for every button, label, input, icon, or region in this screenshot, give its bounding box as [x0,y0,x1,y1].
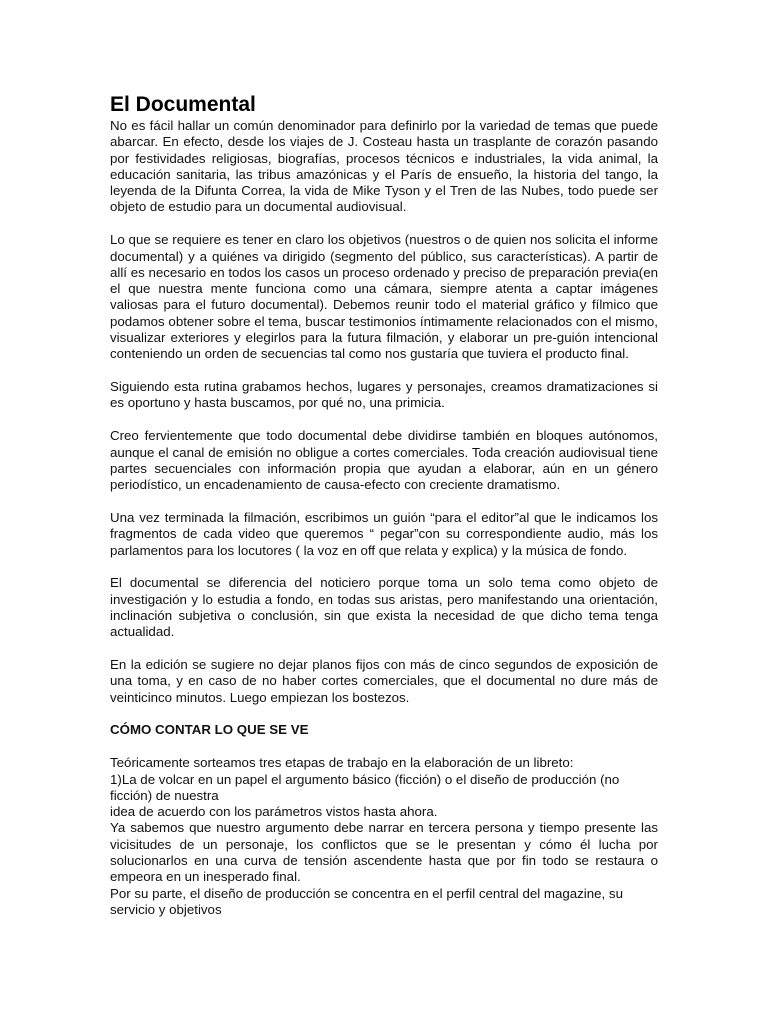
paragraph-objetivos: Lo que se requiere es tener en claro los objetivos (nuestros o de quien nos solicita el informe documental) y a quiénes va dirigido (segmento del público, sus características). A partir de allí es necesario en todos los casos un proceso ordenado y preciso de preparación previa(en el que nuestra mente funciona como una cámara, siempre atenta a captar imágenes valiosas para el futuro documental). Debemos reunir todo el material gráfico y fílmico que podamos obtener sobre el tema, buscar testimonios íntimamente relacionados con el mismo, visualizar exteriores y elegirlos para la futura filmación, y elaborar un pre-guión intencional conteniendo un orden de secuencias tal como nos gustaría que tuviera el producto final. [110,232,658,362]
paragraph-rutina: Siguiendo esta rutina grabamos hechos, lugares y personajes, creamos dramatizaciones si es oportuno y hasta buscamos, por qué no, una primicia. [110,379,658,411]
section-item-1-continuation: idea de acuerdo con los parámetros vistos hasta ahora. [110,804,438,820]
section-argumento: Ya sabemos que nuestro argumento debe narrar en tercera persona y tiempo presente las vicisitudes de un personaje, los conflictos que se le presentan y cómo él lucha por solucionarlos en una curva de tensión ascendente hasta que por fin todo se restaura o empeora en un inesperado final. [110,820,658,885]
paragraph-noticiero: El documental se diferencia del noticiero porque toma un solo tema como objeto de investigación y lo estudia a fondo, en todas sus aristas, pero manifestando una orientación, inclinación subjetiva o conclusión, sin que exista la necesidad de que dicho tema tenga actualidad. [110,575,658,640]
paragraph-edicion: En la edición se sugiere no dejar planos fijos con más de cinco segundos de exposición de una toma, y en caso de no haber cortes comerciales, que el documental no dure más de veinticinco minutos. Luego empiezan los bostezos. [110,657,658,705]
section-heading: CÓMO CONTAR LO QUE SE VE [110,722,309,738]
paragraph-intro: No es fácil hallar un común denominador para definirlo por la variedad de temas que puede abarcar. En efecto, desde los viajes de J. Costeau hasta un trasplante de corazón pasando por festividades religiosas, biografías, procesos técnicos e industriales, la vida animal, la educación sanitaria, las tribus amazónicas y el París de ensueño, la historia del tango, la leyenda de la Difunta Correa, la vida de Mike Tyson y el Tren de las Nubes, todo puede ser objeto de estudio para un documental audiovisual. [110,118,658,215]
section-item-1: 1)La de volcar en un papel el argumento básico (ficción) o el diseño de producción (no ficción) de nuestra [110,771,620,803]
section-diseno: Por su parte, el diseño de producción se concentra en el perfil central del magazine, su servicio y objetivos [110,885,623,917]
document-page [110,92,658,918]
paragraph-bloques: Creo fervientemente que todo documental debe dividirse también en bloques autónomos, aunque el canal de emisión no obligue a cortes comerciales. Toda creación audiovisual tiene partes secuenciales con información propia que ayudan a elaborar, aún en un género periodístico, un encadenamiento de causa-efecto con creciente dramatismo. [110,428,658,493]
section-intro-line: Teóricamente sorteamos tres etapas de trabajo en la elaboración de un libreto: [110,755,574,771]
document-title: El Documental [110,93,256,116]
paragraph-guion-editor: Una vez terminada la filmación, escribimos un guión “para el editor”al que le indicamos los fragmentos de cada video que queremos “ pegar”con su correspondiente audio, más los parlamentos para los locutores ( la voz en off que relata y explica) y la música de fondo. [110,509,658,558]
